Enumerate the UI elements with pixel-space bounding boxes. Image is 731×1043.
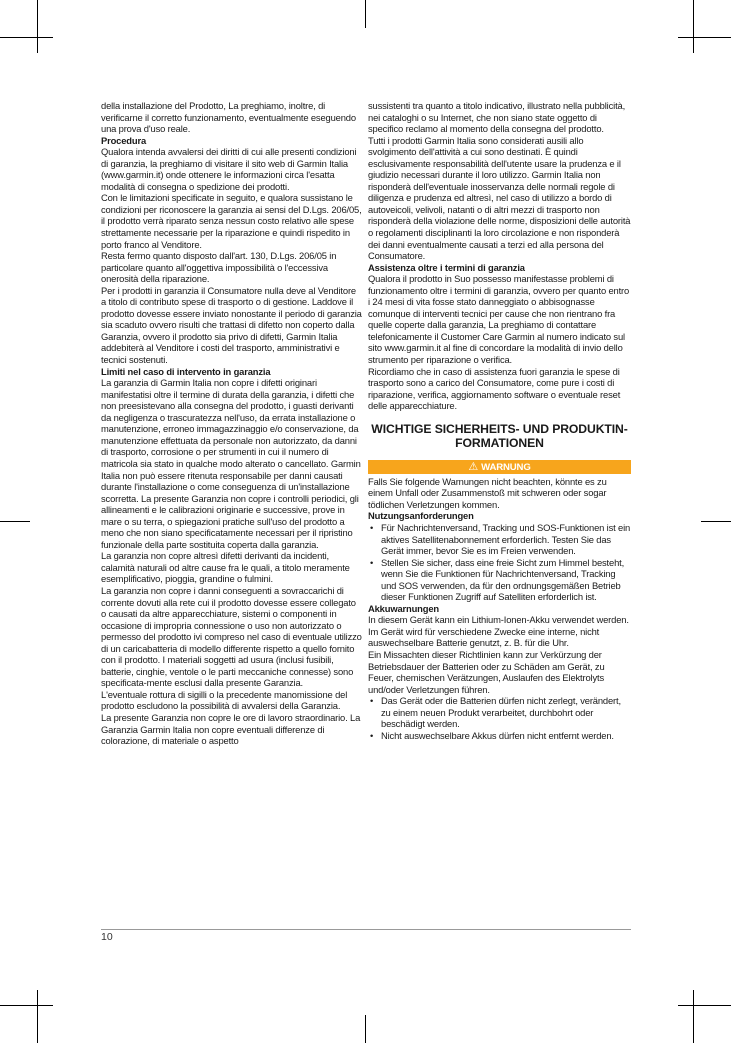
bullet-list (368, 522, 631, 603)
right-column (368, 100, 631, 741)
paragraph: La presente Garanzia non copre le ore di lavoro straordinario. La Garanzia Garmin Italia non copre eventuali differenze di colorazione, di materiale o aspetto (101, 711, 361, 747)
section-heading: Procedura (101, 134, 147, 146)
section-title: WICHTIGE SICHERHEITS- UND PRODUKTIN-FORMATIONEN (371, 421, 628, 450)
list-item (368, 730, 631, 742)
section-heading: Limiti nel caso di intervento in garanzia (101, 365, 271, 377)
paragraph: Resta fermo quanto disposto dall'art. 130, D.Lgs. 206/05 in particolare quanto all'oggettiva impossibilità o l'eccessiva onerosità della riparazione. (101, 250, 337, 285)
list-item-text: Nicht auswechselbare Akkus dürfen nicht entfernt werden. (381, 729, 614, 741)
list-item-text: Für Nachrichtenversand, Tracking und SOS-Funktionen ist ein aktives Satellitenabonnement erforderlich. Testen Sie das Gerät immer, bevor Sie es im Freien verwenden. (381, 521, 631, 557)
bullet-icon: • (370, 695, 374, 707)
bullet-icon: • (370, 729, 374, 741)
paragraph: Ein Missachten dieser Richtlinien kann zur Verkürzung der Betriebsdauer der Batterien oder zu Schäden am Gerät, zu Feuer, chemischen Verätzungen, Auslaufen des Elektrolyts und/oder Verletzungen führen. (368, 648, 605, 695)
list-item (368, 695, 631, 730)
section-heading: Assistenza oltre i termini di garanzia (368, 261, 525, 273)
paragraph: Ricordiamo che in caso di assistenza fuori garanzia le spese di trasporto sono a carico del Consumatore, come pure i costi di riparazione, verifica, aggiornamento software o eventuale reset delle apparecchiature. (368, 365, 621, 412)
right-column-bottom (368, 476, 631, 742)
bullet-list (368, 695, 631, 741)
paragraph: Qualora intenda avvalersi dei diritti di cui alle presenti condizioni di garanzia, la preghiamo di visitare il sito web di Garmin Italia (www.garmin.it) onde ottenere le informazioni circa l'esatta modalità di consegna o spedizione dei prodotti. (101, 146, 357, 192)
paragraph: Qualora il prodotto in Suo possesso manifestasse problemi di funzionamento oltre i termini di garanzia, ovvero per quanto entro i 24 mesi di vita fosse stato danneggiato o abbisognasse comunque di interventi tecnici per cause che non rientrano fra quelle coperte dalla garanzia, La preghiamo di contattare telefonicamente il Customer Care Garmin al numero indicato sul sito www.garmin.it al fine di concordare la modalità di invio dello strumento per riparazione o verifica. (368, 273, 630, 366)
paragraph: della installazione del Prodotto, La preghiamo, inoltre, di verificarne il corretto funzionamento, eventualmente eseguendo una prova d'uso reale. (101, 100, 356, 135)
paragraph: In diesem Gerät kann ein Lithium-Ionen-Akku verwendet werden. Im Gerät wird für verschiedene Zwecke eine interne, nicht auswechselbare Batterie genutzt, z. B. für die Uhr. (368, 614, 629, 649)
bullet-icon: • (370, 521, 374, 533)
right-column-top (368, 100, 631, 412)
section-heading: Nutzungsanforderungen (368, 510, 474, 522)
section-heading: Akkuwarnungen (368, 602, 439, 614)
paragraph: sussistenti tra quanto a titolo indicativo, illustrato nella pubblicità, nei cataloghi o su Internet, che non siano state oggetto di specifico reclamo al momento della consegna del prodotto. (368, 100, 626, 135)
list-item-text: Das Gerät oder die Batterien dürfen nicht zerlegt, verändert, zu einem neuen Produkt verarbeitet, durchbohrt oder beschädigt werden. (381, 695, 621, 730)
footer-divider (101, 929, 631, 930)
paragraph: La garanzia non copre altresì difetti derivanti da incidenti, calamità naturali od altre cause fra le quali, a titolo meramente esemplificativo, pioggia, grandine o fulmini. (101, 550, 350, 585)
left-column (101, 100, 363, 747)
list-item-text: Stellen Sie sicher, dass eine freie Sicht zum Himmel besteht, wenn Sie die Funktionen für Nachrichtenversand, Tracking und SOS verwenden, da für den ordnungsgemäßen Betrieb dieser Funktionen Zugriff auf Satelliten erforderlich ist. (381, 556, 625, 603)
page-number: 10 (101, 931, 113, 943)
warning-label: WARNUNG (481, 461, 531, 473)
paragraph: Tutti i prodotti Garmin Italia sono considerati ausili allo svolgimento dell'attività a cui sono destinati. È quindi esclusivamente responsabilità dell'utente usare la prudenza e il giudizio necessari durante il loro utilizzo. Garmin Italia non risponderà dell'eventuale inosservanza delle normali regole di diligenza e prudenza ed altresì, nel caso di utilizzo a bordo di autoveicoli, velivoli, natanti o di altri mezzi di trasporto non risponderà della violazione delle norme, disposizioni delle autorità o regolamenti disciplinanti la loro circolazione e non risponderà dei danni eventualmente causati a terzi ed alla persona del Consumatore. (368, 134, 631, 262)
paragraph: L'eventuale rottura di sigilli o la precedente manomissione del prodotto escludono la possibilità di avvalersi della Garanzia. (101, 688, 348, 712)
bullet-icon: • (370, 556, 374, 568)
paragraph: Con le limitazioni specificate in seguito, e qualora sussistano le condizioni per riconoscere la garanzia ai sensi del D.Lgs. 206/05, il prodotto verrà riparato senza nessun costo relativo alle spese strettamente necessarie per la riparazione e quindi rispedito in porto franco al Venditore. (101, 192, 362, 250)
paragraph: La garanzia non copre i danni conseguenti a sovraccarichi di corrente dovuti alla rete cui il prodotto dovesse essere collegato o causati da altre apparecchiature, sistemi o componenti in occasione di impropria connessione o uso non autorizzato o permesso del prodotto ivi compreso nel caso di eventuale utilizzo di un caricabatteria di modello differente rispetto a quello fornito con il prodotto. I materiali soggetti ad usura (inclusi fusibili, batterie, cinghie, ventole o le parti meccaniche connesse) sono specificata-mente esclusi dalla presente Garanzia. (101, 584, 362, 689)
list-item (368, 557, 631, 603)
paragraph: La garanzia di Garmin Italia non copre i difetti originari manifestatisi oltre il termine di durata della garanzia, i difetti che non preesistevano alla consegna del prodotto, i guasti derivanti da negligenza o trascuratezza nell'uso, da errata installazione o manutenzione, erroneo immagazzinaggio e/o conservazione, da manutenzione effettuata da personale non autorizzato, da danni di trasporto, corrosione o per strumenti in cui il numero di matricola sia stato in qualche modo alterato o cancellato. Garmin Italia non può essere ritenuta responsabile per danni causati durante l'installazione o come conseguenza di un'installazione scorretta. La presente Garanzia non copre i controlli periodici, gli allineamenti e le calibrazioni originarie e successive, prove in mare o su terra, o spiegazioni pratiche sull'uso del prodotto a meno che non siano specificatamente necessari per il ripristino funzionale della parte sostituita coperta dalla garanzia. (101, 377, 361, 550)
list-item (368, 522, 631, 557)
paragraph: Falls Sie folgende Warnungen nicht beachten, könnte es zu einem Unfall oder Zusammenstoß mit schweren oder sogar tödlichen Verletzungen kommen. (368, 475, 607, 510)
warning-banner (368, 460, 631, 474)
paragraph: Per i prodotti in garanzia il Consumatore nulla deve al Venditore a titolo di contributo spese di trasporto o di gestione. Laddove il prodotto dovesse essere inviato nonostante il periodo di garanzia sia scaduto ovvero risulti che trattasi di difetto non coperto dalla Garanzia, ovvero il prodotto sia privo di difetti, Garmin Italia addebiterà al Venditore i costi del trasporto, amministrativi e tecnici sostenuti. (101, 284, 362, 366)
warning-triangle-icon: ⚠ (468, 460, 479, 473)
